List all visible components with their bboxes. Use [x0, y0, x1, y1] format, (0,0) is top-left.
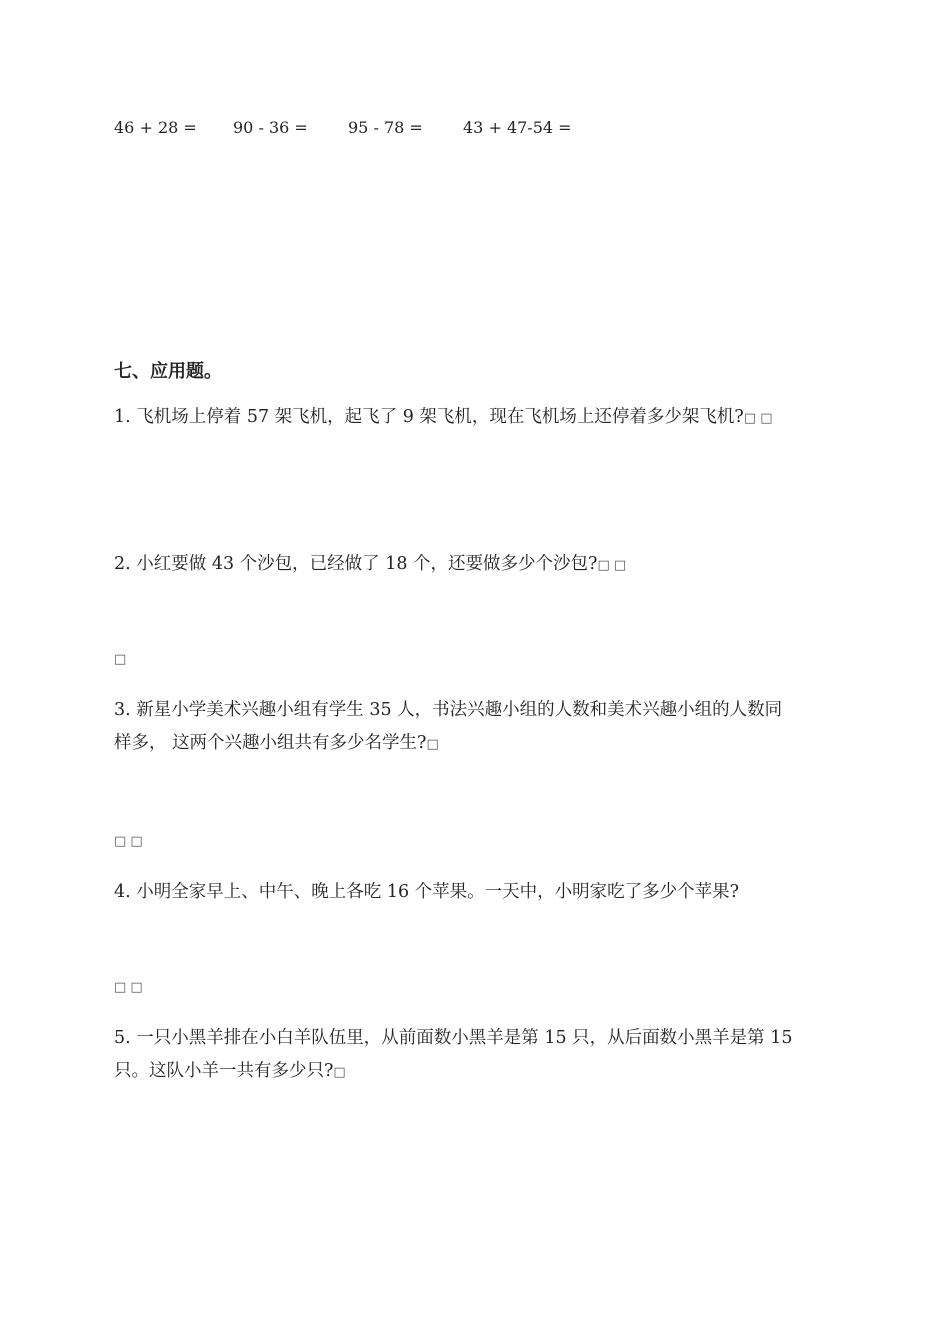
calculation-4: 43 + 47-54 =: [463, 118, 572, 137]
calculation-3: 95 - 78 =: [348, 118, 423, 137]
question-4-text: 4. 小明全家早上、中午、晚上各吃 16 个苹果。一天中，小明家吃了多少个苹果?: [114, 882, 740, 902]
question-5-line-2: [114, 1055, 844, 1089]
question-1: [114, 401, 844, 435]
stray-box-3: □ □: [114, 980, 143, 995]
answer-box: □: [333, 1065, 346, 1080]
calculation-2: 90 - 36 =: [233, 118, 308, 137]
question-2-text: 2. 小红要做 43 个沙包，已经做了 18 个，还要做多少个沙包?: [114, 554, 598, 574]
question-5-line-1: 5. 一只小黑羊排在小白羊队伍里，从前面数小黑羊是第 15 只，从后面数小黑羊是第 15: [114, 1028, 793, 1048]
answer-box: □ □: [597, 558, 627, 573]
question-3: [114, 694, 844, 761]
question-3-line-2-text: 样多， 这两个兴趣小组共有多少名学生?: [114, 733, 427, 753]
question-4: [114, 876, 844, 909]
stray-box-2: □ □: [114, 834, 143, 849]
question-5-line-2-text: 只。这队小羊一共有多少只?: [114, 1061, 334, 1081]
answer-box: □: [426, 737, 439, 752]
question-1-text: 1. 飞机场上停着 57 架飞机，起飞了 9 架飞机，现在飞机场上还停着多少架飞机?: [114, 407, 744, 427]
section-title: 七、应用题。: [114, 361, 222, 382]
stray-box-1: □: [114, 652, 127, 667]
question-2: [114, 548, 844, 582]
question-3-line-2: [114, 727, 844, 761]
answer-box: □ □: [743, 411, 773, 426]
calculation-1: 46 + 28 =: [114, 118, 197, 137]
question-3-line-1: 3. 新星小学美术兴趣小组有学生 35 人，书法兴趣小组的人数和美术兴趣小组的人数同: [114, 700, 783, 720]
question-5: [114, 1022, 844, 1089]
